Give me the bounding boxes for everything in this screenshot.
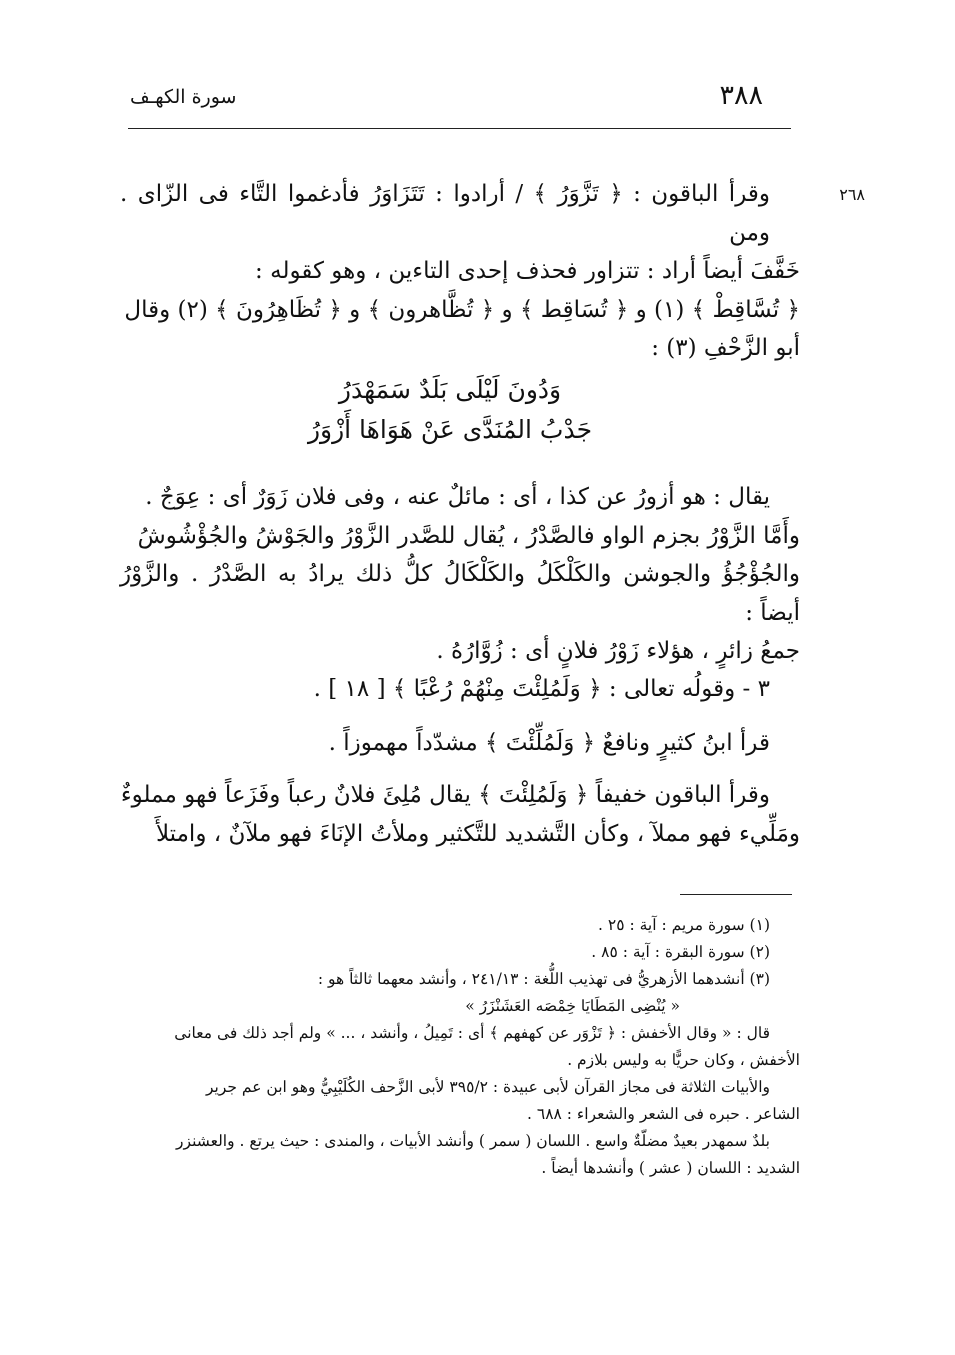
text-line: ومَلِّيء فهو مملآ ، وكأن التَّشديد للتَّكثير وملأتُ الإنَاءَ فهو ملآنٌ ، وامتلأَ (155, 820, 800, 847)
poetry-verse (200, 370, 700, 450)
footnote-3: (٣) أنشدهما الأزهريُّ فى تهذيب اللُّغة : ٢٤١/١٣ ، وأنشد معهما ثالثاً هو : (317, 970, 770, 988)
text-line: وقرأ الباقون : ﴿ تَزَّوَرُ ﴾ / أرادوا : تَتَزَاوَرُ فأدغموا التَّاء فى الزّاى . ومن (120, 181, 770, 246)
verse-line: جَدْبُ المُنَدَّى عَنْ هَوَاهَا أَزْوَرُ (307, 415, 593, 444)
footnotes (120, 912, 800, 1182)
footnote-rule (680, 894, 792, 895)
footnote-1: (١) سورة مريم : آية : ٢٥ . (598, 916, 770, 934)
text-line: أبو الزَّحْفِ (٣) : (651, 335, 800, 361)
text-line: والجُؤْجُؤُ والجوشن والكَلْكَلُ والكَلْكَالُ كلُّ ذلك يرادُ به الصَّدْرُ . والزَّوْرُ أيضاً : (120, 561, 800, 626)
text-line: ﴿ تُسَّاقِطْ ﴾ (١) و ﴿ تُسَاقِط ﴾ و ﴿ تُظَّاهرون ﴾ و ﴿ تُظَاهِرُونَ ﴾ (٢) وقال (124, 296, 800, 323)
paragraph-3 (120, 670, 800, 709)
running-title: سورة الكهـف (130, 86, 237, 108)
footnote-3-line: قال : « وقال الأخفش : ﴿ تَزْوَر عن كهفهم ﴾ أى : تَمِيلُ ، وأنشد ، ... » ولم أجد ذلك فى معانى (174, 1024, 770, 1042)
header-rule (128, 128, 791, 129)
text-line: قرأ ابنُ كثيرٍ ونافعٌ ﴿ وَلَمُلِّئْتَ ﴾ مشدّداً مهموزاً . (328, 730, 770, 756)
text-line: يقال : هو أزورُ عن كذا ، أى : مائلٌ عنه ، وفى فلان زَوَرٌ أى : عِوَجٌ . (145, 484, 770, 510)
page-number: ٣٨٨ (719, 80, 763, 111)
margin-reference: ٢٦٨ (839, 185, 865, 204)
paragraph-1 (120, 175, 800, 368)
text-line: ٣ - وقولُه تعالى : ﴿ وَلَمُلِئْتَ مِنْهُمْ رُعْبًا ﴾ [ ١٨ ] . (313, 676, 770, 702)
text-line: خَفَّفَ أيضاً أراد : تتزاور فحذف إحدى التاءين ، وهو كقوله : (255, 258, 800, 284)
text-line: وقرأ الباقون خفيفاً ﴿ وَلَمُلِئْتَ ﴾ يقال مُلِئَ فلانٌ رعباً وفَزَعاً فهو مملوءٌ (120, 782, 770, 808)
paragraph-2 (120, 478, 800, 671)
paragraph-4 (120, 724, 800, 763)
text-line: جمعُ زائرٍ ، هؤلاء زَوْرُ فلانٍ أى : زُوَّارُهُ . (436, 638, 800, 664)
footnote-3-line: الأخفش ، وكان حريًّا به وليس بلازم . (567, 1051, 800, 1069)
verse-line: وَدُونَ لَيْلَى بَلَدٌ سَمَهْدَرُ (338, 375, 562, 404)
footnote-3-verse: « يُنْضِى المَطَايَا خِمْصَه العَشَنْزَرُ » (465, 997, 680, 1015)
paragraph-5 (120, 776, 800, 853)
footnote-3-line: الشاعر . حبره فى الشعر والشعراء : ٦٨٨ . (527, 1105, 800, 1123)
footnote-3-line: والأبيات الثلاثة فى مجاز القرآن لأبى عبيدة : ٣٩٥/٢ لأبى الزَّحف الكُلَيْبِيُّ وهو ابن عم جرير (206, 1078, 770, 1096)
footnote-3-line: بلدٌ سمهدر بعيدٌ مضلّةٌ واسع . اللسان ( سمر ) وأنشد الأبيات ، والمندى : حيث يرتع . والعشنزر (176, 1132, 770, 1150)
footnote-3-line: الشديد : اللسان ( عشر ) وأنشدها أيضاً . (541, 1159, 800, 1177)
text-line: وأَمَّا الزَّوْرُ بجزم الواو فالصَّدْرُ ، يُقال للصَّدر الزَّوْرُ والجَوْشُ والجُؤْشُوشُ (137, 522, 800, 549)
footnote-2: (٢) سورة البقرة : آية : ٨٥ . (591, 943, 770, 961)
